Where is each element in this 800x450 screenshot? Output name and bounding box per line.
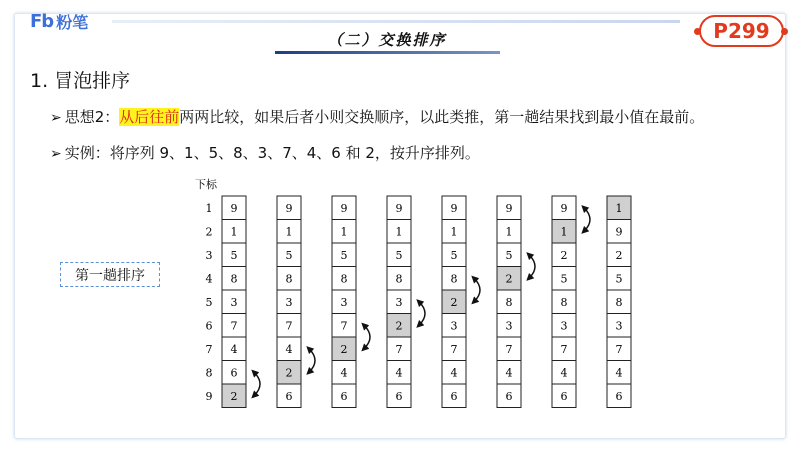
logo-text: 粉笔 — [56, 12, 89, 32]
swap-arrow-icon — [529, 255, 535, 279]
cell-value: 1 — [395, 225, 403, 239]
cell-value: 4 — [505, 366, 513, 380]
swap-arrow-icon — [474, 278, 480, 302]
cell-value: 6 — [340, 389, 348, 403]
cell-value: 1 — [615, 201, 623, 215]
first-pass-label: 第一趟排序 — [60, 262, 160, 287]
cell-value: 7 — [230, 319, 238, 333]
cell-value: 7 — [505, 342, 513, 356]
cell-value: 8 — [340, 272, 348, 286]
swap-arrows — [254, 208, 590, 396]
cell-value: 8 — [615, 295, 623, 309]
index-label: 1 — [205, 201, 213, 215]
cell-value: 1 — [505, 225, 513, 239]
cell-value: 7 — [340, 319, 348, 333]
topic-heading: 1. 冒泡排序 — [30, 70, 131, 92]
cell-value: 5 — [615, 272, 623, 286]
cell-value: 2 — [230, 389, 238, 403]
array-columns — [222, 196, 631, 408]
cell-value: 9 — [340, 201, 348, 215]
idea-highlight: 从后往前 — [119, 108, 180, 126]
swap-arrow-icon — [254, 372, 260, 396]
cell-value: 7 — [615, 342, 623, 356]
array-column — [277, 196, 301, 408]
cell-value: 5 — [230, 248, 238, 262]
array-column — [552, 196, 576, 408]
cell-value: 3 — [340, 295, 348, 309]
index-column — [206, 202, 213, 403]
cell-value: 1 — [285, 225, 293, 239]
cell-value: 6 — [230, 366, 238, 380]
index-label: 8 — [205, 366, 213, 380]
cell-value: 5 — [285, 248, 293, 262]
index-caption: 下标 — [195, 178, 217, 191]
index-label: 7 — [205, 342, 213, 356]
cell-value: 7 — [450, 342, 458, 356]
cell-value: 4 — [230, 342, 238, 356]
idea-prefix: 思想2： — [64, 108, 120, 126]
swap-arrow-icon — [309, 349, 315, 373]
swap-arrow-icon — [364, 325, 370, 349]
swap-arrow-icon — [419, 302, 425, 326]
cell-value: 3 — [450, 319, 458, 333]
array-column — [222, 196, 246, 408]
cell-value: 5 — [560, 272, 568, 286]
cell-value: 9 — [395, 201, 403, 215]
array-column — [387, 196, 411, 408]
cell-value: 4 — [615, 366, 623, 380]
cell-value: 1 — [340, 225, 348, 239]
cell-value: 9 — [560, 201, 568, 215]
cell-value: 9 — [615, 225, 623, 239]
cell-value: 5 — [450, 248, 458, 262]
cell-value: 6 — [450, 389, 458, 403]
cell-value: 3 — [395, 295, 403, 309]
section-title: （二）交换排序 — [327, 31, 447, 49]
array-column — [332, 196, 356, 408]
cell-value: 4 — [340, 366, 348, 380]
cell-value: 8 — [285, 272, 293, 286]
example-text: 实例：将序列 9、1、5、8、3、7、4、6 和 2，按升序排列。 — [64, 144, 480, 162]
cell-value: 8 — [505, 295, 513, 309]
idea-text: 两两比较，如果后者小则交换顺序，以此类推，第一趟结果找到最小值在最前。 — [179, 108, 705, 126]
index-label: 4 — [205, 272, 213, 286]
cell-value: 2 — [395, 319, 403, 333]
index-label: 6 — [205, 319, 213, 333]
cell-value: 6 — [615, 389, 623, 403]
cell-value: 2 — [505, 272, 513, 286]
cell-value: 3 — [560, 319, 568, 333]
array-column — [497, 196, 521, 408]
page-number: P299 — [713, 19, 770, 43]
bullet-arrow-icon: ➢ — [50, 146, 62, 162]
cell-value: 3 — [230, 295, 238, 309]
cell-value: 4 — [560, 366, 568, 380]
array-column — [607, 196, 631, 408]
cell-value: 1 — [230, 225, 238, 239]
cell-value: 6 — [395, 389, 403, 403]
cell-value: 6 — [285, 389, 293, 403]
cell-value: 2 — [615, 248, 623, 262]
swap-arrow-icon — [584, 208, 590, 232]
cell-value: 1 — [450, 225, 458, 239]
cell-value: 9 — [450, 201, 458, 215]
cell-value: 2 — [560, 248, 568, 262]
cell-value: 3 — [615, 319, 623, 333]
cell-value: 7 — [285, 319, 293, 333]
cell-value: 9 — [285, 201, 293, 215]
cell-value: 4 — [395, 366, 403, 380]
cell-value: 8 — [450, 272, 458, 286]
cell-value: 2 — [285, 366, 293, 380]
bullet-arrow-icon: ➢ — [50, 110, 62, 126]
index-label: 5 — [205, 295, 213, 309]
logo-mark: Fb — [30, 10, 54, 32]
index-label: 9 — [205, 389, 213, 403]
cell-value: 8 — [395, 272, 403, 286]
cell-value: 1 — [560, 225, 568, 239]
index-label: 3 — [205, 248, 213, 262]
cell-value: 2 — [340, 342, 348, 356]
cell-value: 5 — [340, 248, 348, 262]
cell-value: 7 — [560, 342, 568, 356]
array-column — [442, 196, 466, 408]
cell-value: 6 — [505, 389, 513, 403]
cell-value: 2 — [450, 295, 458, 309]
cell-value: 7 — [395, 342, 403, 356]
cell-value: 3 — [505, 319, 513, 333]
cell-value: 8 — [560, 295, 568, 309]
cell-value: 6 — [560, 389, 568, 403]
cell-value: 9 — [505, 201, 513, 215]
index-label: 2 — [205, 225, 213, 239]
cell-value: 3 — [285, 295, 293, 309]
cell-value: 4 — [285, 342, 293, 356]
cell-value: 8 — [230, 272, 238, 286]
cell-value: 5 — [395, 248, 403, 262]
cell-value: 9 — [230, 201, 238, 215]
cell-value: 4 — [450, 366, 458, 380]
cell-value: 5 — [505, 248, 513, 262]
